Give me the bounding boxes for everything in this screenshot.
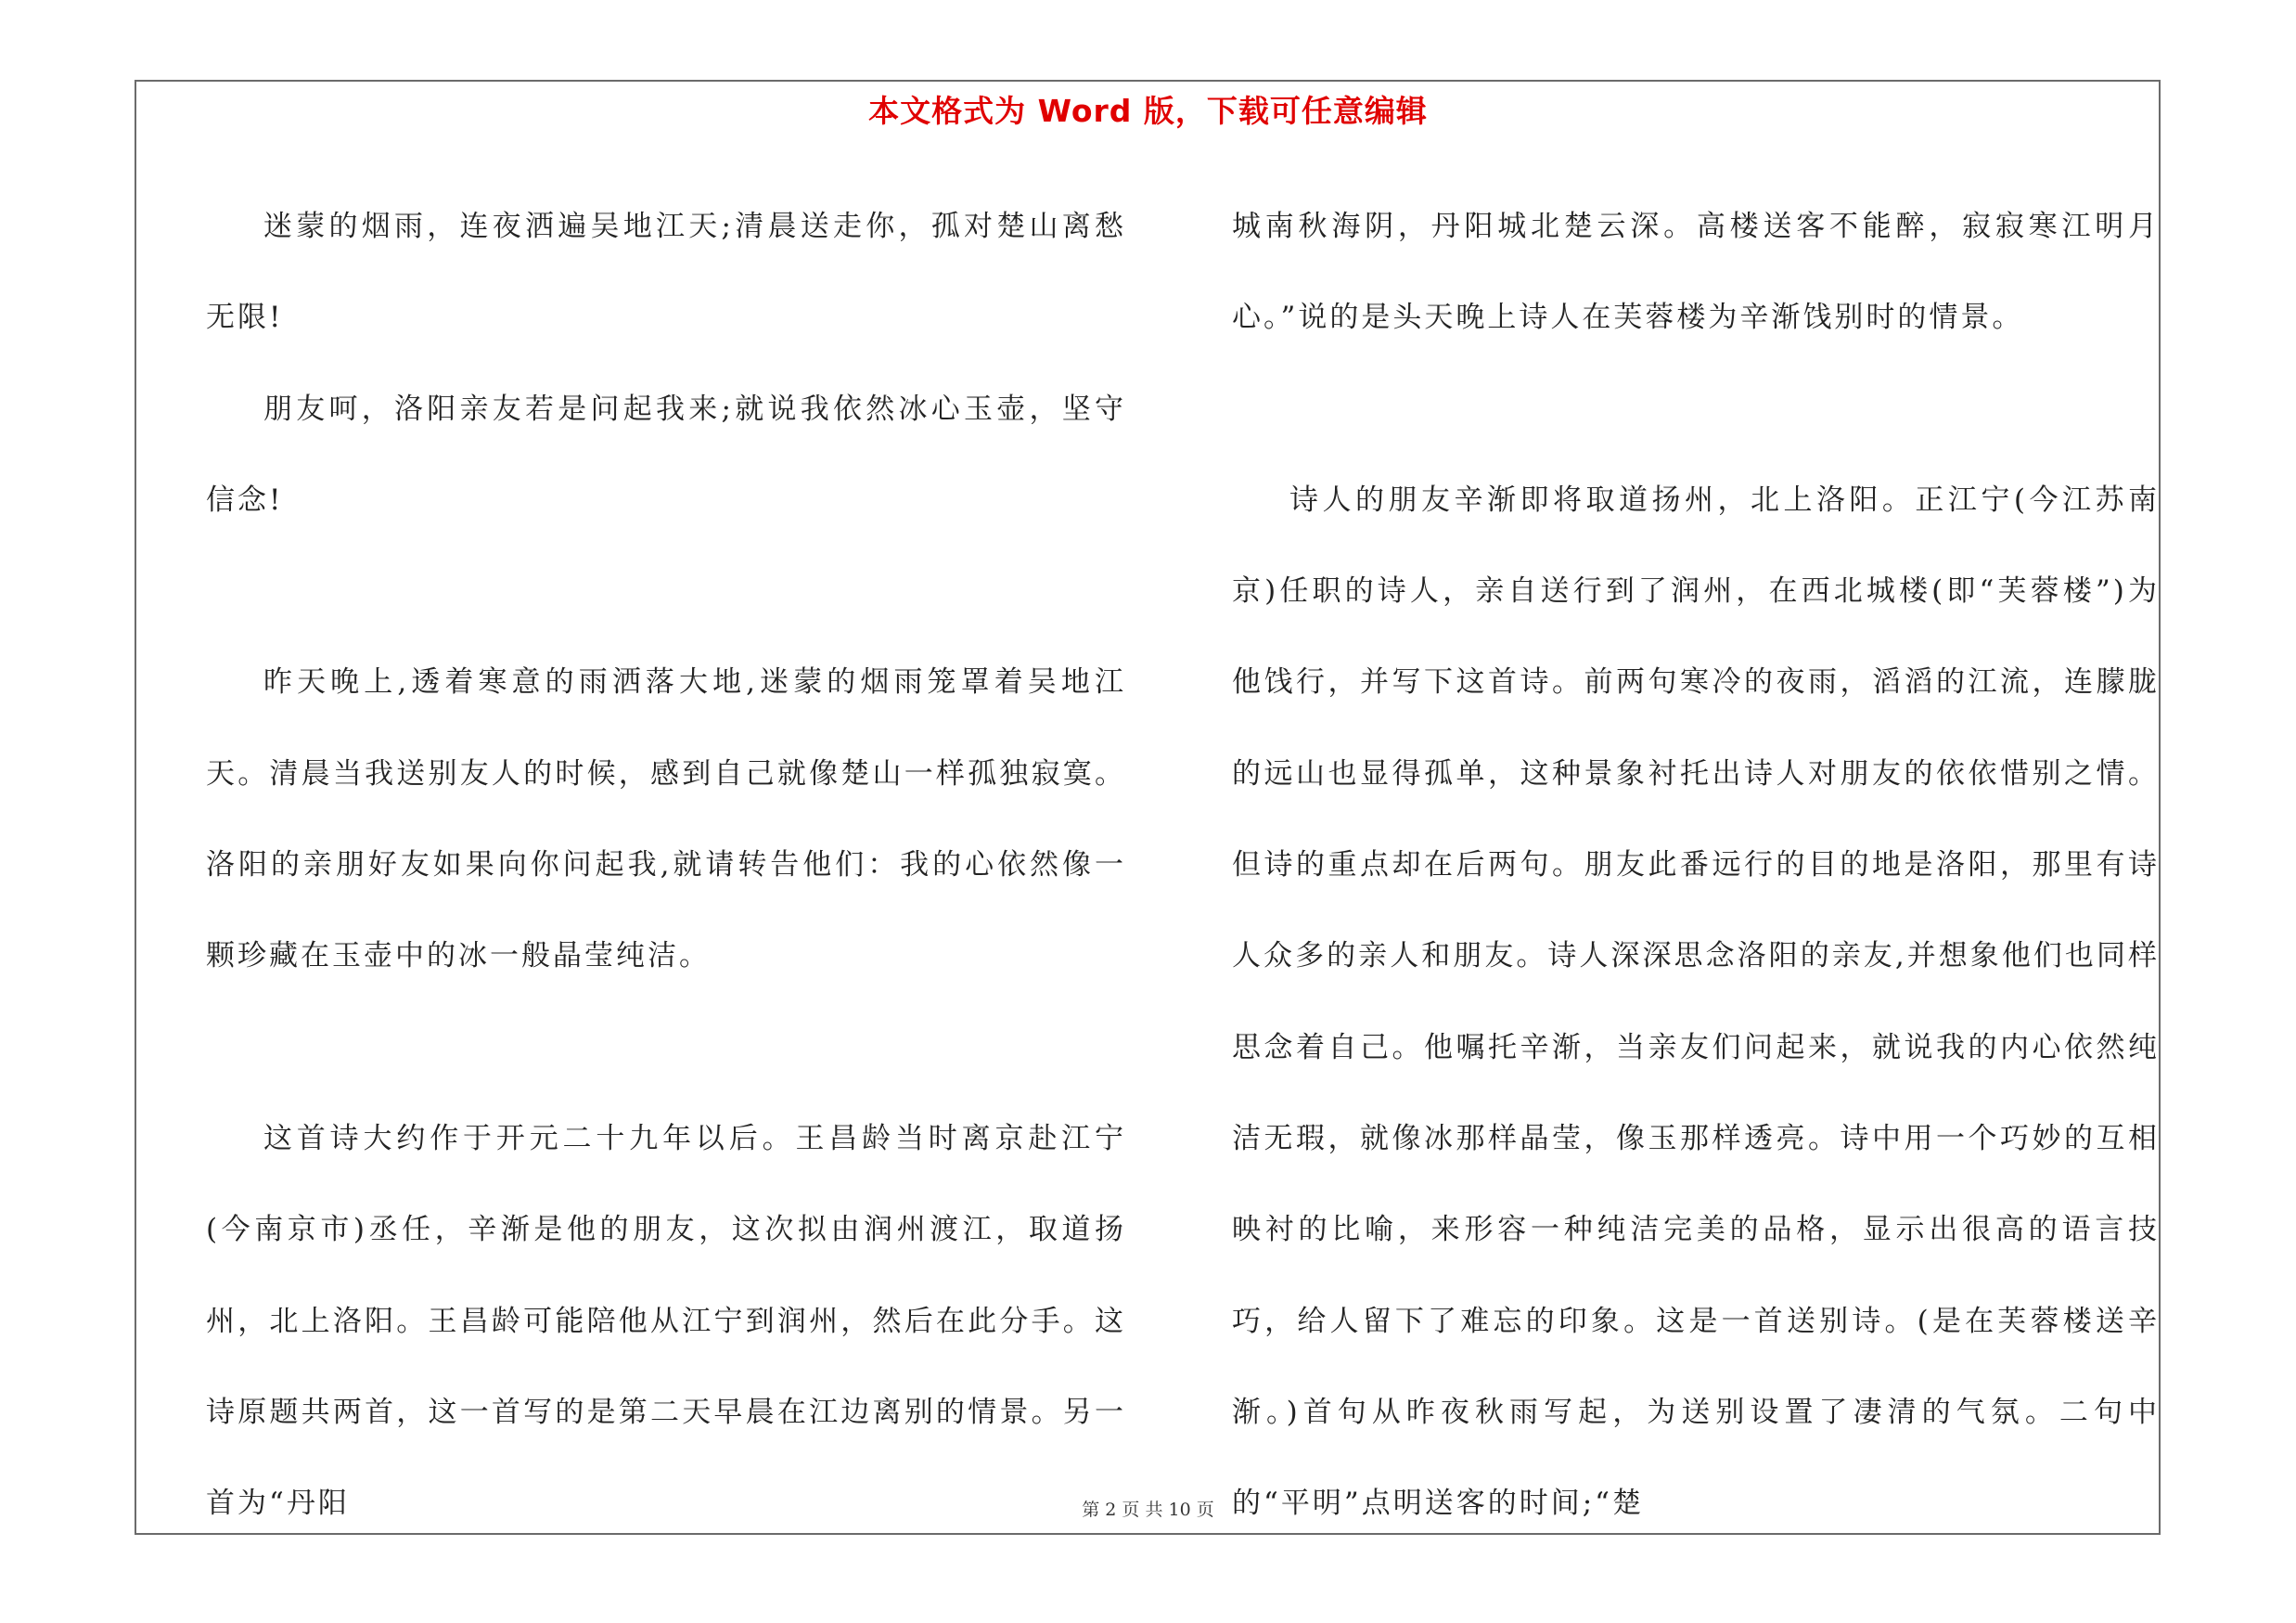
paragraph: 昨天晚上,透着寒意的雨洒落大地,迷蒙的烟雨笼罩着吴地江天。清晨当我送别友人的时候，感到自己就像楚山一样孤独寂寞。洛阳的亲朋好友如果向你问起我,就请转告他们：我的心依然像一颗珍藏在玉壶中的冰一般晶莹纯洁。 <box>206 665 1126 973</box>
paragraph: 朋友呵，洛阳亲友若是问起我来;就说我依然冰心玉壶，坚守信念! <box>206 392 1126 517</box>
paragraph: 迷蒙的烟雨，连夜洒遍吴地江天;清晨送走你，孤对楚山离愁无限! <box>206 210 1126 335</box>
page-indicator: 第 2 页 共 10 页 <box>1082 1500 1214 1520</box>
blank-line <box>206 546 1126 637</box>
left-column <box>206 181 1126 1549</box>
document-banner: 本文格式为 Word 版，下载可任意编辑 <box>868 93 1428 129</box>
paragraph: 这首诗大约作于开元二十九年以后。王昌龄当时离京赴江宁(今南京市)丞任，辛渐是他的朋友，这次拟由润州渡江，取道扬州，北上洛阳。王昌龄可能陪他从江宁到润州，然后在此分手。这诗原题共两首，这一首写的是第二天早晨在江边离别的情景。另一首为“丹阳 <box>206 1121 1126 1521</box>
blank-line <box>206 1002 1126 1093</box>
paragraph: 诗人的朋友辛渐即将取道扬州，北上洛阳。正江宁(今江苏南京)任职的诗人，亲自送行到了润州，在西北城楼(即“芙蓉楼”)为他饯行，并写下这首诗。前两句寒冷的夜雨，滔滔的江流，连朦胧的远山也显得孤单，这种景象衬托出诗人对朋友的依依惜别之情。但诗的重点却在后两句。朋友此番远行的目的地是洛阳，那里有诗人众多的亲人和朋友。诗人深深思念洛阳的亲友,并想象他们也同样思念着自己。他嘱托辛渐，当亲友们问起来，就说我的内心依然纯洁无瑕，就像冰那样晶莹，像玉那样透亮。诗中用一个巧妙的互相映衬的比喻，来形容一种纯洁完美的品格，显示出很高的语言技巧，给人留下了难忘的印象。这是一首送别诗。(是在芙蓉楼送辛渐。)首句从昨夜秋雨写起，为送别设置了凄清的气氛。二句中的“平明”点明送客的时间;“楚 <box>1232 483 2160 1521</box>
right-column <box>1232 181 2160 1549</box>
paragraph-continued: 城南秋海阴，丹阳城北楚云深。高楼送客不能醉，寂寂寒江明月心。”说的是头天晚上诗人在芙蓉楼为辛渐饯别时的情景。 <box>1232 210 2160 335</box>
blank-line <box>1232 364 2160 455</box>
